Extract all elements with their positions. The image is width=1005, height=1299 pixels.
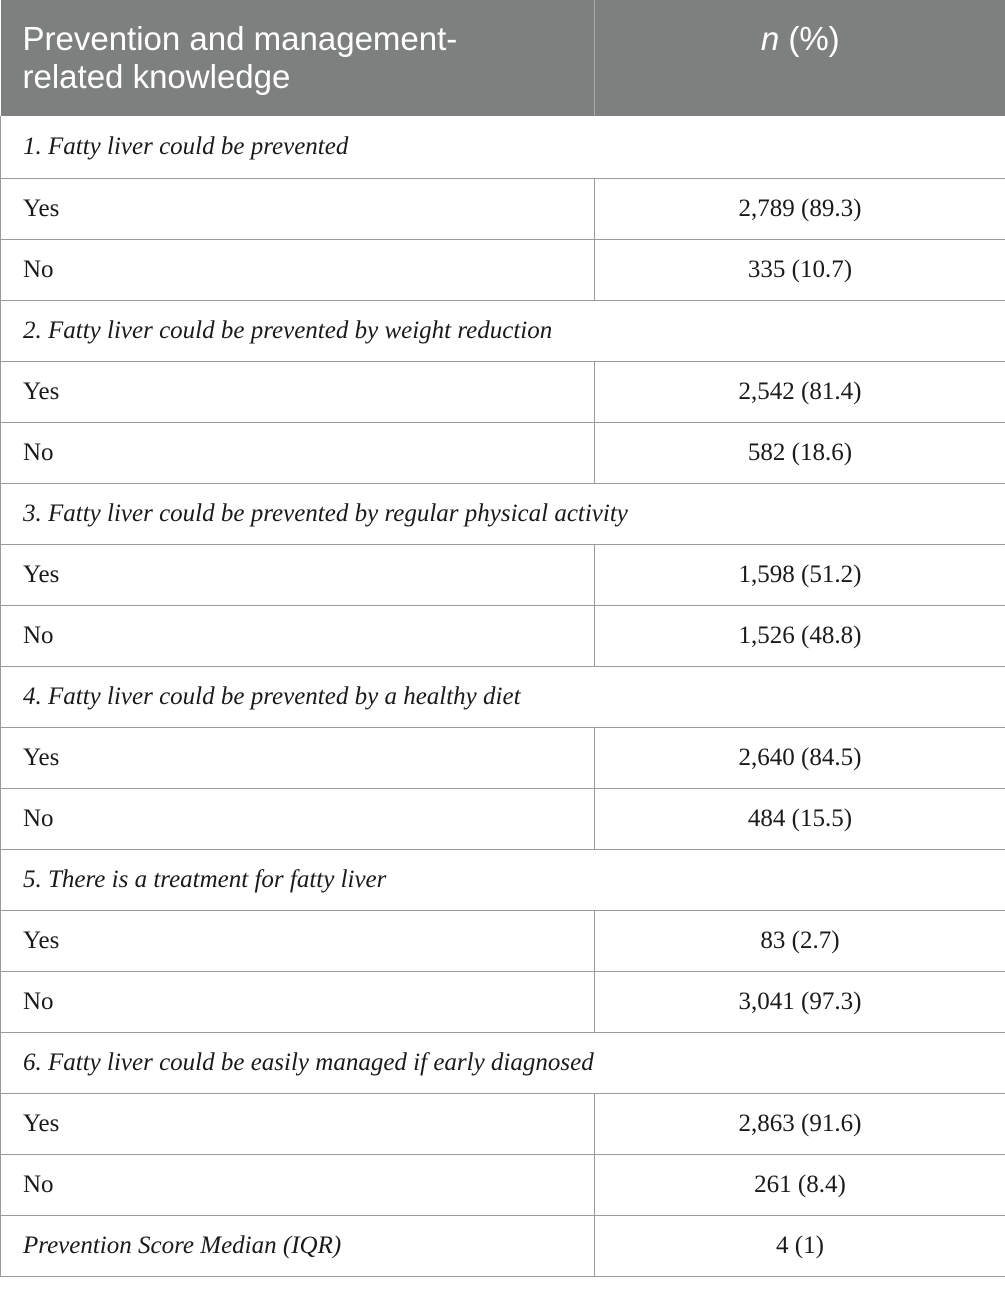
table-row (1, 1154, 1005, 1215)
row-value: 2,542 (81.4) (595, 361, 1005, 422)
row-value: 83 (2.7) (595, 910, 1005, 971)
row-value: 2,789 (89.3) (595, 178, 1005, 239)
row-value: 582 (18.6) (595, 422, 1005, 483)
table-row (1, 788, 1005, 849)
section-title: 6. Fatty liver could be easily managed if early diagnosed (1, 1032, 1005, 1093)
row-value: 484 (15.5) (595, 788, 1005, 849)
row-label: No (1, 1154, 595, 1215)
table-header (1, 0, 1005, 116)
section-row-4 (1, 666, 1005, 727)
table-row (1, 605, 1005, 666)
row-value: 2,863 (91.6) (595, 1093, 1005, 1154)
header-knowledge (1, 0, 595, 116)
table-row (1, 422, 1005, 483)
row-value: 3,041 (97.3) (595, 971, 1005, 1032)
header-n: n (760, 20, 780, 57)
row-value: 335 (10.7) (595, 239, 1005, 300)
row-label: No (1, 605, 595, 666)
row-label: Yes (1, 910, 595, 971)
row-value: 2,640 (84.5) (595, 727, 1005, 788)
section-row-3 (1, 483, 1005, 544)
table-row (1, 971, 1005, 1032)
header-row (1, 0, 1005, 116)
row-label: No (1, 971, 595, 1032)
table-row (1, 910, 1005, 971)
summary-value: 4 (1) (595, 1215, 1005, 1276)
row-value: 261 (8.4) (595, 1154, 1005, 1215)
section-title: 3. Fatty liver could be prevented by regular physical activity (1, 483, 1005, 544)
row-label: Yes (1, 178, 595, 239)
table-row (1, 178, 1005, 239)
table-row (1, 239, 1005, 300)
table-row (1, 1093, 1005, 1154)
section-row-2 (1, 300, 1005, 361)
table-row (1, 727, 1005, 788)
header-n-percent (595, 0, 1005, 116)
row-value: 1,526 (48.8) (595, 605, 1005, 666)
section-title: 4. Fatty liver could be prevented by a healthy diet (1, 666, 1005, 727)
summary-row (1, 1215, 1005, 1276)
table-body (1, 116, 1005, 1276)
row-label: No (1, 422, 595, 483)
section-title: 5. There is a treatment for fatty liver (1, 849, 1005, 910)
row-value: 1,598 (51.2) (595, 544, 1005, 605)
row-label: Yes (1, 727, 595, 788)
section-row-6 (1, 1032, 1005, 1093)
row-label: Yes (1, 1093, 595, 1154)
row-label: Yes (1, 361, 595, 422)
header-knowledge-line1: Prevention and management- (22, 20, 458, 57)
section-title: 2. Fatty liver could be prevented by weight reduction (1, 300, 1005, 361)
section-title: 1. Fatty liver could be prevented (1, 116, 1005, 178)
section-row-5 (1, 849, 1005, 910)
row-label: No (1, 788, 595, 849)
row-label: Yes (1, 544, 595, 605)
summary-label: Prevention Score Median (IQR) (1, 1215, 595, 1276)
header-percent: (%) (779, 20, 840, 57)
section-row-1 (1, 116, 1005, 178)
table-row (1, 544, 1005, 605)
table-row (1, 361, 1005, 422)
row-label: No (1, 239, 595, 300)
header-knowledge-line2: related knowledge (22, 58, 291, 95)
